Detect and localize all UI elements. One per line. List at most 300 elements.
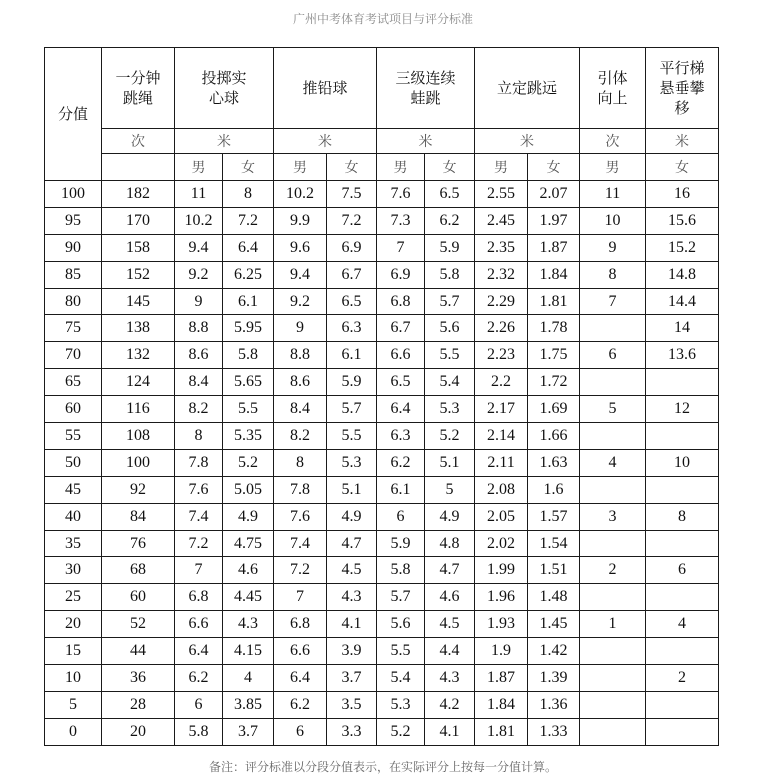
- value-cell: 6: [175, 691, 223, 718]
- value-cell: 1.42: [528, 638, 580, 665]
- table-row: [45, 503, 719, 530]
- value-cell: 2.26: [475, 315, 528, 342]
- value-cell: 108: [102, 423, 175, 450]
- value-cell: 8.6: [274, 369, 327, 396]
- value-cell: 4.9: [327, 503, 377, 530]
- value-cell: 1.69: [528, 396, 580, 423]
- value-cell: 14.4: [646, 288, 719, 315]
- score-cell: 55: [45, 423, 102, 450]
- sex-ball-female: 女: [223, 154, 274, 181]
- value-cell: 100: [102, 449, 175, 476]
- sex-pullup: 男: [580, 154, 646, 181]
- header-ball: [175, 48, 274, 129]
- value-cell: 9.6: [274, 234, 327, 261]
- table-row: [45, 181, 719, 208]
- value-cell: 2.32: [475, 261, 528, 288]
- value-cell: 2.05: [475, 503, 528, 530]
- value-cell: 6.7: [327, 261, 377, 288]
- value-cell: 9: [175, 288, 223, 315]
- value-cell: 6: [580, 342, 646, 369]
- score-cell: 15: [45, 638, 102, 665]
- header-bars: [646, 48, 719, 129]
- score-cell: 0: [45, 718, 102, 745]
- value-cell: 7: [274, 584, 327, 611]
- value-cell: 6: [377, 503, 425, 530]
- value-cell: 4.6: [223, 557, 274, 584]
- value-cell: 1.81: [475, 718, 528, 745]
- score-cell: 5: [45, 691, 102, 718]
- value-cell: 2.45: [475, 207, 528, 234]
- score-cell: 75: [45, 315, 102, 342]
- value-cell: 4.4: [425, 638, 475, 665]
- value-cell: [580, 530, 646, 557]
- value-cell: 6.3: [377, 423, 425, 450]
- value-cell: 1.48: [528, 584, 580, 611]
- score-cell: 85: [45, 261, 102, 288]
- value-cell: 1.51: [528, 557, 580, 584]
- value-cell: 1.87: [475, 665, 528, 692]
- value-cell: 6.6: [175, 611, 223, 638]
- value-cell: [580, 476, 646, 503]
- value-cell: 170: [102, 207, 175, 234]
- value-cell: 6.4: [175, 638, 223, 665]
- value-cell: 6.4: [223, 234, 274, 261]
- value-cell: 2: [580, 557, 646, 584]
- value-cell: 132: [102, 342, 175, 369]
- table-row: [45, 396, 719, 423]
- value-cell: 15.2: [646, 234, 719, 261]
- value-cell: 1.93: [475, 611, 528, 638]
- value-cell: 1.54: [528, 530, 580, 557]
- value-cell: 10.2: [175, 207, 223, 234]
- value-cell: 13.6: [646, 342, 719, 369]
- value-cell: 4.7: [425, 557, 475, 584]
- footnote: 备注：评分标准以分段分值表示，在实际评分上按每一分值计算。: [208, 760, 557, 774]
- value-cell: 5.05: [223, 476, 274, 503]
- value-cell: 4.3: [223, 611, 274, 638]
- value-cell: 9.2: [175, 261, 223, 288]
- value-cell: 3.7: [327, 665, 377, 692]
- score-cell: 70: [45, 342, 102, 369]
- value-cell: 8.6: [175, 342, 223, 369]
- value-cell: 52: [102, 611, 175, 638]
- value-cell: 1.63: [528, 449, 580, 476]
- sex-shot-female: 女: [327, 154, 377, 181]
- value-cell: [646, 530, 719, 557]
- value-cell: 7: [580, 288, 646, 315]
- value-cell: 5.2: [377, 718, 425, 745]
- value-cell: 68: [102, 557, 175, 584]
- value-cell: 8.4: [274, 396, 327, 423]
- value-cell: 8.8: [175, 315, 223, 342]
- value-cell: 1.57: [528, 503, 580, 530]
- value-cell: 7.4: [274, 530, 327, 557]
- value-cell: 5.2: [425, 423, 475, 450]
- value-cell: 6.25: [223, 261, 274, 288]
- header-score: 分值: [45, 48, 102, 181]
- score-cell: 10: [45, 665, 102, 692]
- score-body: [45, 181, 719, 746]
- table-row: [45, 342, 719, 369]
- value-cell: 14.8: [646, 261, 719, 288]
- value-cell: 5.2: [223, 449, 274, 476]
- header-jump: 立定跳远: [475, 48, 580, 129]
- unit-frog: 米: [377, 129, 475, 154]
- header-shot: 推铅球: [274, 48, 377, 129]
- value-cell: 4: [646, 611, 719, 638]
- value-cell: 5.9: [377, 530, 425, 557]
- value-cell: 1.84: [475, 691, 528, 718]
- header-rope: [102, 48, 175, 129]
- value-cell: 6.5: [377, 369, 425, 396]
- header-rope-text: 一分钟跳绳: [115, 69, 161, 107]
- value-cell: 5.9: [327, 369, 377, 396]
- value-cell: [580, 691, 646, 718]
- value-cell: 3: [580, 503, 646, 530]
- value-cell: 6: [274, 718, 327, 745]
- value-cell: 5.5: [377, 638, 425, 665]
- value-cell: 1.99: [475, 557, 528, 584]
- value-cell: 8: [646, 503, 719, 530]
- score-cell: 45: [45, 476, 102, 503]
- value-cell: [646, 423, 719, 450]
- sex-row: [45, 154, 719, 181]
- value-cell: 124: [102, 369, 175, 396]
- value-cell: 8: [175, 423, 223, 450]
- value-cell: 6.8: [175, 584, 223, 611]
- unit-jump: 米: [475, 129, 580, 154]
- value-cell: 4.75: [223, 530, 274, 557]
- value-cell: 1.36: [528, 691, 580, 718]
- value-cell: 20: [102, 718, 175, 745]
- value-cell: 7.2: [223, 207, 274, 234]
- value-cell: 60: [102, 584, 175, 611]
- value-cell: [580, 718, 646, 745]
- value-cell: 7.2: [274, 557, 327, 584]
- value-cell: 5.9: [425, 234, 475, 261]
- value-cell: 2.17: [475, 396, 528, 423]
- unit-pullup: 次: [580, 129, 646, 154]
- table-row: [45, 665, 719, 692]
- value-cell: 4.15: [223, 638, 274, 665]
- value-cell: 1.87: [528, 234, 580, 261]
- value-cell: 1.33: [528, 718, 580, 745]
- value-cell: 6.8: [377, 288, 425, 315]
- unit-bars: 米: [646, 129, 719, 154]
- value-cell: 6.4: [377, 396, 425, 423]
- value-cell: 7.2: [327, 207, 377, 234]
- sex-bars: 女: [646, 154, 719, 181]
- value-cell: 9.9: [274, 207, 327, 234]
- value-cell: 6.6: [377, 342, 425, 369]
- value-cell: 8: [274, 449, 327, 476]
- value-cell: 4.8: [425, 530, 475, 557]
- sex-rope: [102, 154, 175, 181]
- value-cell: 6.8: [274, 611, 327, 638]
- value-cell: [580, 665, 646, 692]
- table-row: [45, 288, 719, 315]
- sex-frog-male: 男: [377, 154, 425, 181]
- value-cell: 5.4: [425, 369, 475, 396]
- value-cell: 3.85: [223, 691, 274, 718]
- table-row: [45, 691, 719, 718]
- value-cell: 116: [102, 396, 175, 423]
- value-cell: 5.3: [425, 396, 475, 423]
- value-cell: 4: [580, 449, 646, 476]
- page-title: 广州中考体育考试项目与评分标准: [292, 12, 473, 26]
- value-cell: 5.5: [425, 342, 475, 369]
- score-cell: 95: [45, 207, 102, 234]
- value-cell: 2.55: [475, 181, 528, 208]
- score-table: [44, 47, 719, 746]
- value-cell: 7.3: [377, 207, 425, 234]
- value-cell: 4.9: [425, 503, 475, 530]
- value-cell: 28: [102, 691, 175, 718]
- value-cell: [646, 638, 719, 665]
- value-cell: 92: [102, 476, 175, 503]
- value-cell: 6.6: [274, 638, 327, 665]
- value-cell: 1.97: [528, 207, 580, 234]
- header-bars-text: 平行梯悬垂攀移: [659, 59, 705, 117]
- value-cell: 1.75: [528, 342, 580, 369]
- table-row: [45, 530, 719, 557]
- value-cell: 4.2: [425, 691, 475, 718]
- value-cell: 7.8: [175, 449, 223, 476]
- value-cell: 4.5: [327, 557, 377, 584]
- value-cell: 5.7: [377, 584, 425, 611]
- value-cell: 1.6: [528, 476, 580, 503]
- header-ball-text: 投掷实心球: [201, 69, 247, 107]
- value-cell: 2.08: [475, 476, 528, 503]
- unit-rope: 次: [102, 129, 175, 154]
- value-cell: 2: [646, 665, 719, 692]
- value-cell: 9.2: [274, 288, 327, 315]
- value-cell: 5.6: [377, 611, 425, 638]
- value-cell: 1.84: [528, 261, 580, 288]
- score-cell: 80: [45, 288, 102, 315]
- value-cell: 7.6: [175, 476, 223, 503]
- sex-shot-male: 男: [274, 154, 327, 181]
- value-cell: 6.1: [377, 476, 425, 503]
- score-cell: 90: [45, 234, 102, 261]
- value-cell: [646, 691, 719, 718]
- value-cell: 5.3: [377, 691, 425, 718]
- sex-frog-female: 女: [425, 154, 475, 181]
- value-cell: 182: [102, 181, 175, 208]
- value-cell: 4.6: [425, 584, 475, 611]
- value-cell: 8: [580, 261, 646, 288]
- value-cell: 6: [646, 557, 719, 584]
- value-cell: 9: [274, 315, 327, 342]
- sex-ball-male: 男: [175, 154, 223, 181]
- value-cell: 7.4: [175, 503, 223, 530]
- score-cell: 60: [45, 396, 102, 423]
- value-cell: 2.11: [475, 449, 528, 476]
- value-cell: 6.1: [327, 342, 377, 369]
- value-cell: 7: [175, 557, 223, 584]
- score-cell: 100: [45, 181, 102, 208]
- value-cell: 5.7: [425, 288, 475, 315]
- value-cell: 7.8: [274, 476, 327, 503]
- value-cell: 44: [102, 638, 175, 665]
- value-cell: 7.5: [327, 181, 377, 208]
- value-cell: 12: [646, 396, 719, 423]
- table-row: [45, 207, 719, 234]
- value-cell: 2.07: [528, 181, 580, 208]
- value-cell: 11: [175, 181, 223, 208]
- value-cell: 14: [646, 315, 719, 342]
- value-cell: 3.5: [327, 691, 377, 718]
- value-cell: 6.2: [274, 691, 327, 718]
- value-cell: 5: [580, 396, 646, 423]
- value-cell: 5.65: [223, 369, 274, 396]
- value-cell: 6.7: [377, 315, 425, 342]
- value-cell: 5.35: [223, 423, 274, 450]
- score-cell: 20: [45, 611, 102, 638]
- header-pullup-text: 引体向上: [597, 69, 628, 107]
- value-cell: 5.3: [327, 449, 377, 476]
- value-cell: 2.14: [475, 423, 528, 450]
- unit-shot: 米: [274, 129, 377, 154]
- value-cell: 9.4: [274, 261, 327, 288]
- value-cell: 3.9: [327, 638, 377, 665]
- table-row: [45, 718, 719, 745]
- table-row: [45, 449, 719, 476]
- value-cell: 5.1: [327, 476, 377, 503]
- value-cell: 9.4: [175, 234, 223, 261]
- score-cell: 65: [45, 369, 102, 396]
- value-cell: 1: [580, 611, 646, 638]
- value-cell: 7.6: [274, 503, 327, 530]
- value-cell: 10: [580, 207, 646, 234]
- value-cell: 5.8: [377, 557, 425, 584]
- value-cell: 6.4: [274, 665, 327, 692]
- value-cell: 145: [102, 288, 175, 315]
- value-cell: [580, 369, 646, 396]
- table-row: [45, 476, 719, 503]
- unit-ball: 米: [175, 129, 274, 154]
- header-frog: [377, 48, 475, 129]
- value-cell: 4.45: [223, 584, 274, 611]
- value-cell: 2.29: [475, 288, 528, 315]
- value-cell: 5.5: [327, 423, 377, 450]
- value-cell: 1.96: [475, 584, 528, 611]
- score-cell: 35: [45, 530, 102, 557]
- value-cell: 4.7: [327, 530, 377, 557]
- value-cell: 6.3: [327, 315, 377, 342]
- value-cell: [646, 718, 719, 745]
- value-cell: 6.9: [327, 234, 377, 261]
- header-row: [45, 48, 719, 129]
- value-cell: 76: [102, 530, 175, 557]
- sex-jump-female: 女: [528, 154, 580, 181]
- value-cell: 6.5: [327, 288, 377, 315]
- value-cell: 2.2: [475, 369, 528, 396]
- value-cell: 4.5: [425, 611, 475, 638]
- value-cell: 8.2: [175, 396, 223, 423]
- value-cell: 4.3: [327, 584, 377, 611]
- value-cell: 5.5: [223, 396, 274, 423]
- table-row: [45, 611, 719, 638]
- value-cell: 6.2: [425, 207, 475, 234]
- value-cell: 5.8: [223, 342, 274, 369]
- value-cell: 6.5: [425, 181, 475, 208]
- value-cell: 3.7: [223, 718, 274, 745]
- value-cell: 5.4: [377, 665, 425, 692]
- value-cell: 2.23: [475, 342, 528, 369]
- value-cell: 4.3: [425, 665, 475, 692]
- header-frog-text: 三级连续蛙跳: [395, 69, 456, 107]
- unit-row: [45, 129, 719, 154]
- table-row: [45, 557, 719, 584]
- value-cell: 152: [102, 261, 175, 288]
- value-cell: 1.9: [475, 638, 528, 665]
- value-cell: 4: [223, 665, 274, 692]
- table-row: [45, 584, 719, 611]
- value-cell: 10.2: [274, 181, 327, 208]
- table-row: [45, 638, 719, 665]
- value-cell: [646, 584, 719, 611]
- value-cell: 1.39: [528, 665, 580, 692]
- value-cell: [580, 638, 646, 665]
- table-row: [45, 423, 719, 450]
- value-cell: 1.81: [528, 288, 580, 315]
- score-cell: 30: [45, 557, 102, 584]
- value-cell: 15.6: [646, 207, 719, 234]
- value-cell: 8.2: [274, 423, 327, 450]
- value-cell: 6.2: [175, 665, 223, 692]
- value-cell: 9: [580, 234, 646, 261]
- value-cell: 8.8: [274, 342, 327, 369]
- table-row: [45, 369, 719, 396]
- table-row: [45, 234, 719, 261]
- score-cell: 40: [45, 503, 102, 530]
- value-cell: 4.1: [425, 718, 475, 745]
- value-cell: 7: [377, 234, 425, 261]
- sex-jump-male: 男: [475, 154, 528, 181]
- value-cell: [646, 369, 719, 396]
- value-cell: 5.8: [175, 718, 223, 745]
- value-cell: 2.02: [475, 530, 528, 557]
- score-cell: 50: [45, 449, 102, 476]
- value-cell: [580, 584, 646, 611]
- value-cell: 11: [580, 181, 646, 208]
- value-cell: 8: [223, 181, 274, 208]
- value-cell: [580, 315, 646, 342]
- value-cell: 5.95: [223, 315, 274, 342]
- value-cell: 4.9: [223, 503, 274, 530]
- value-cell: 5.7: [327, 396, 377, 423]
- value-cell: 2.35: [475, 234, 528, 261]
- value-cell: 6.9: [377, 261, 425, 288]
- value-cell: 1.45: [528, 611, 580, 638]
- header-pullup: [580, 48, 646, 129]
- value-cell: 8.4: [175, 369, 223, 396]
- value-cell: 5.6: [425, 315, 475, 342]
- table-row: [45, 261, 719, 288]
- value-cell: 4.1: [327, 611, 377, 638]
- value-cell: 5: [425, 476, 475, 503]
- value-cell: 1.72: [528, 369, 580, 396]
- value-cell: 5.8: [425, 261, 475, 288]
- value-cell: 7.6: [377, 181, 425, 208]
- value-cell: 6.1: [223, 288, 274, 315]
- value-cell: 3.3: [327, 718, 377, 745]
- value-cell: [580, 423, 646, 450]
- value-cell: 1.66: [528, 423, 580, 450]
- table-row: [45, 315, 719, 342]
- value-cell: 158: [102, 234, 175, 261]
